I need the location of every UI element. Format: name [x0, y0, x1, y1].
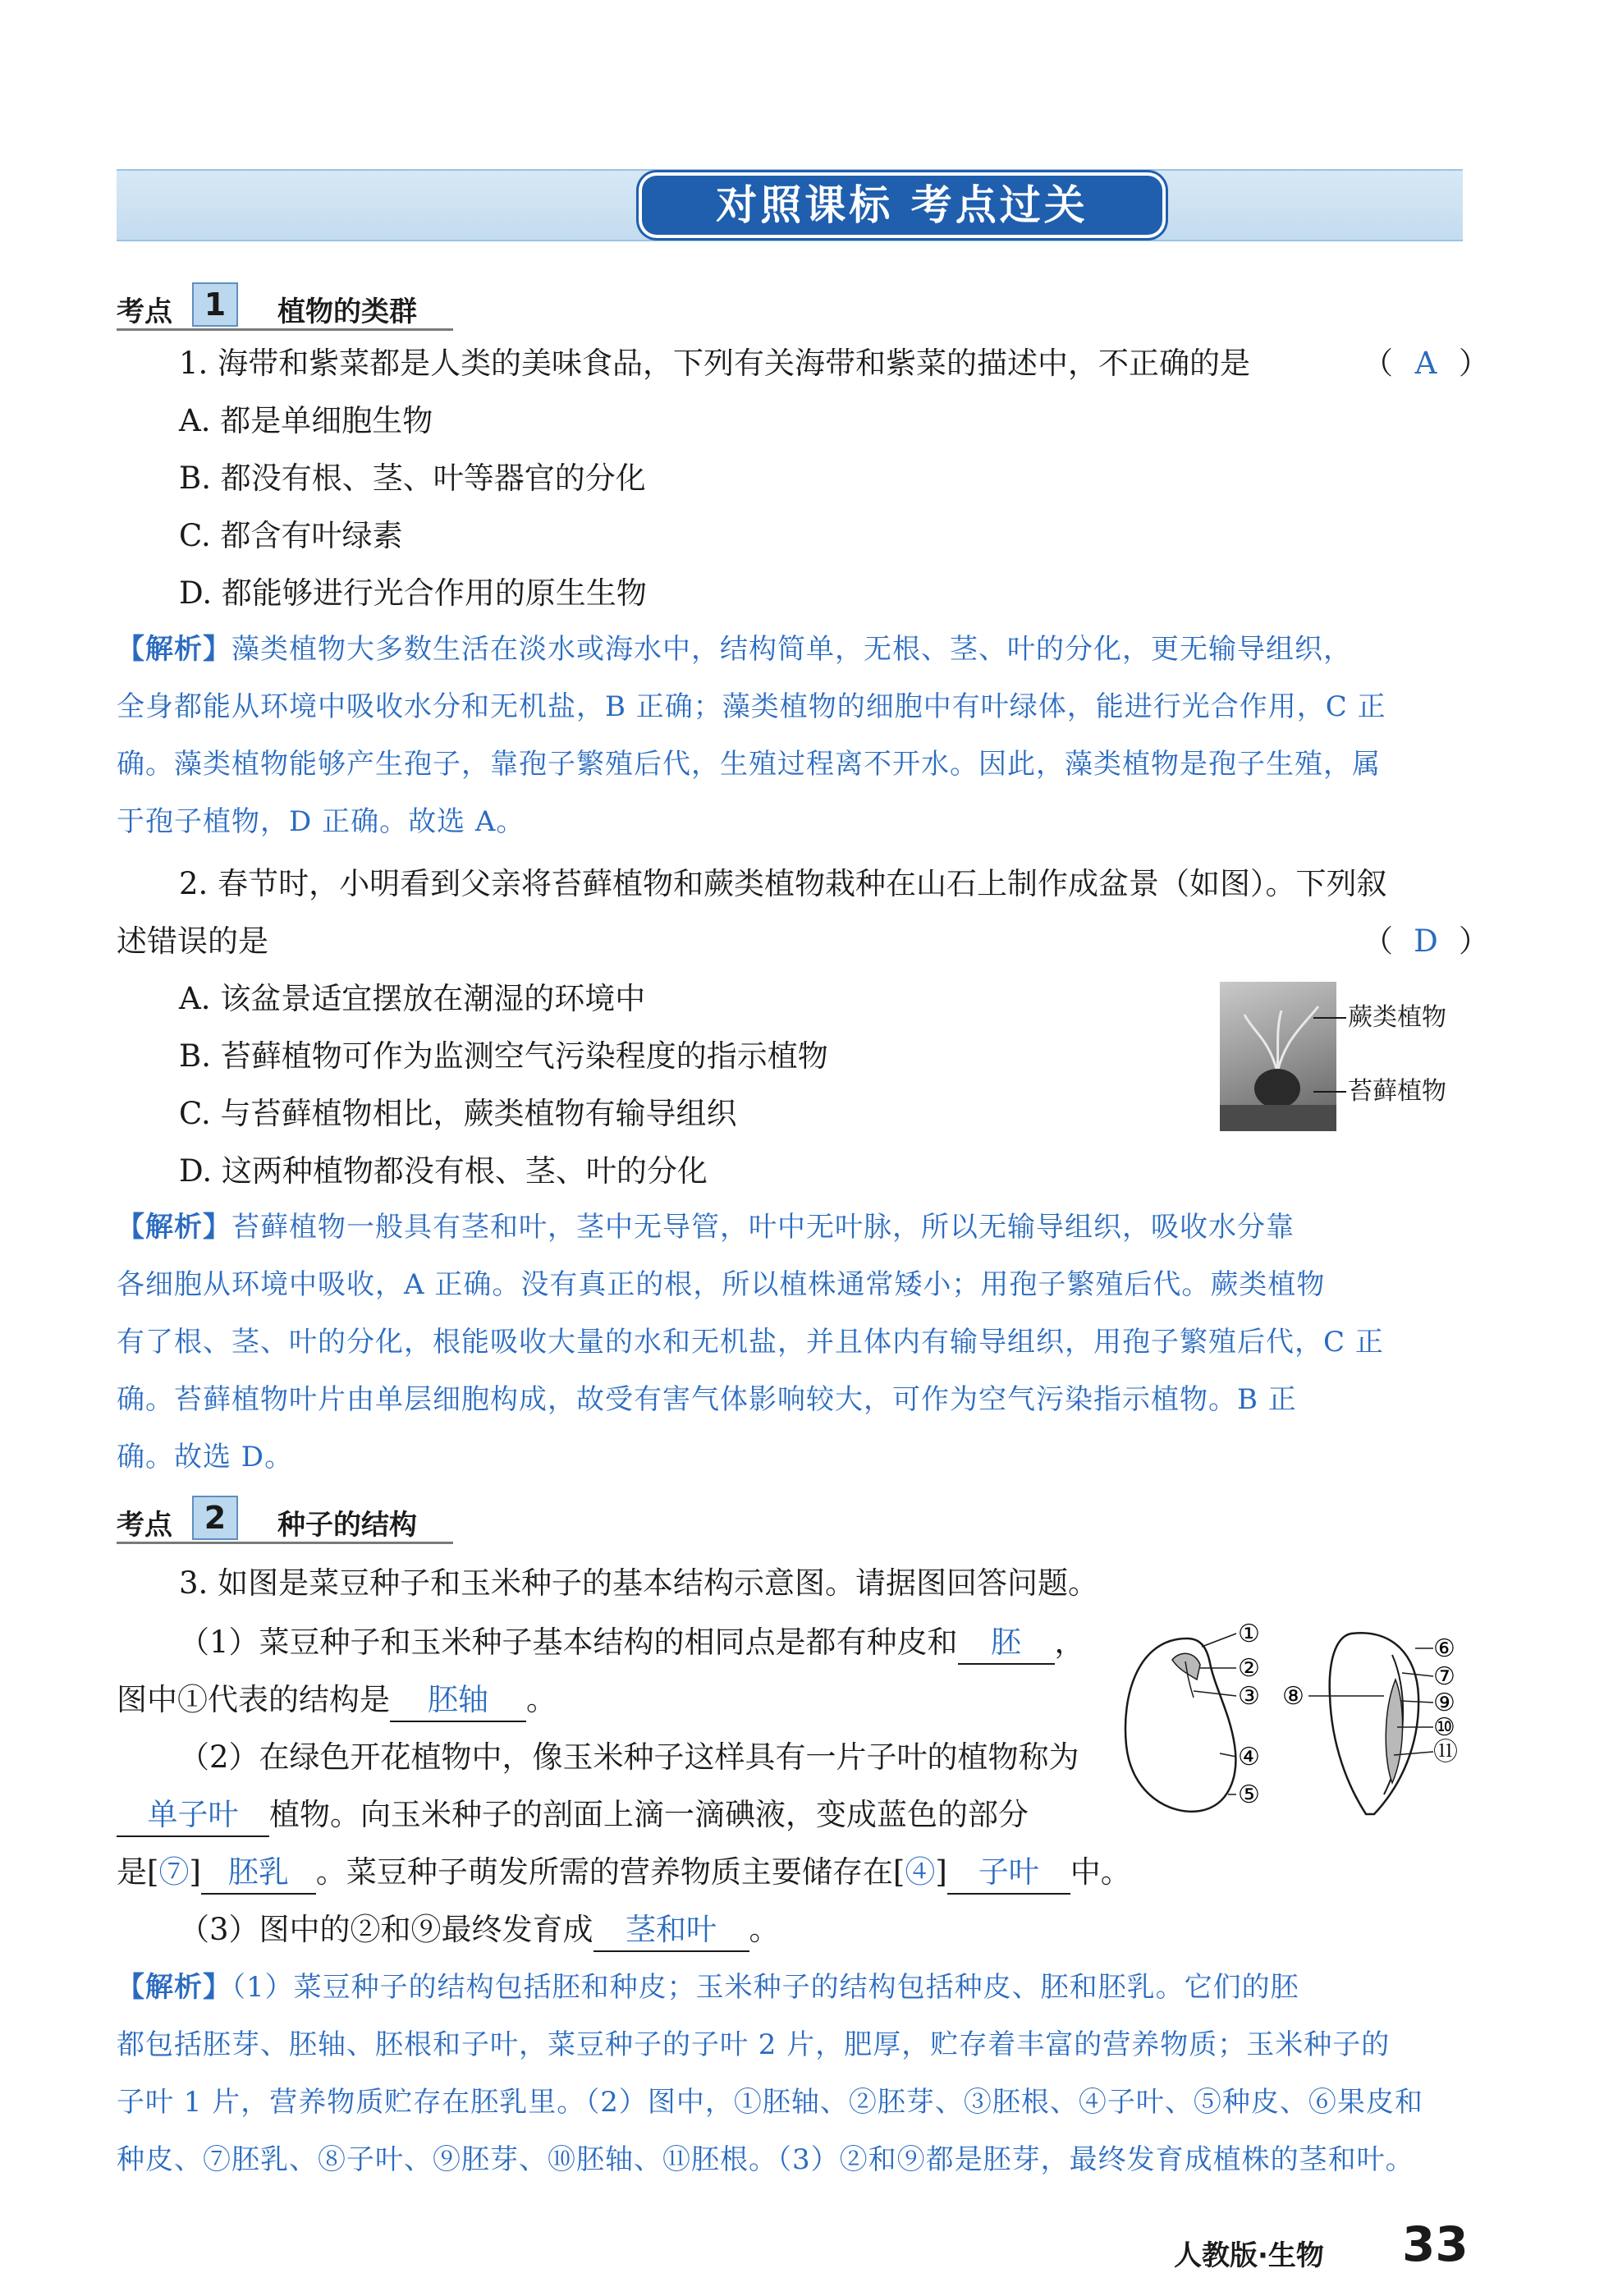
label-7: ⑦ — [1433, 1662, 1455, 1691]
section-title: 种子的结构 — [277, 1509, 417, 1542]
label-8: ⑧ — [1282, 1682, 1304, 1711]
banner-title: 对照课标 考点过关 — [642, 176, 1162, 235]
edition-label: 人教版 — [1174, 2239, 1258, 2272]
answer-blank: 子叶 — [947, 1852, 1070, 1895]
label-11: ⑪ — [1433, 1738, 1458, 1767]
section-number: 2 — [192, 1496, 238, 1540]
q1-option-a: A. 都是单细胞生物 — [179, 403, 433, 438]
text: （1）菜豆种子和玉米种子基本结构的相同点是都有种皮和 — [179, 1625, 958, 1660]
explanation-tag: 【解析】 — [117, 1971, 231, 2004]
q1-option-c: C. 都含有叶绿素 — [179, 518, 403, 553]
section-number: 1 — [192, 282, 238, 327]
q3-part2-line1: （2）在绿色开花植物中，像玉米种子这样具有一片子叶的植物称为 — [179, 1739, 1079, 1775]
answer-blank: 胚 — [958, 1622, 1055, 1665]
label-5: ⑤ — [1238, 1780, 1260, 1809]
q2-option-a: A. 该盆景适宜摆放在潮湿的环境中 — [179, 981, 646, 1016]
q3-part2-line3 — [117, 1852, 1131, 1895]
q2-option-b: B. 苔藓植物可作为监测空气污染程度的指示植物 — [179, 1038, 828, 1074]
text: 是[ — [117, 1854, 159, 1890]
q2-option-c: C. 与苔藓植物相比，蕨类植物有输导组织 — [179, 1096, 737, 1131]
q3-explanation-line-2: 都包括胚芽、胚轴、胚根和子叶，菜豆种子的子叶 2 片，肥厚，贮存着丰富的营养物质；玉米种子的 — [117, 2028, 1391, 2061]
q1-answer: A — [1414, 346, 1437, 381]
explanation-tag: 【解析】 — [117, 633, 231, 666]
q3-part2-line2 — [117, 1794, 1029, 1837]
paren-close: ） — [1459, 923, 1489, 959]
q3-explanation-line-4: 种皮、⑦胚乳、⑧子叶、⑨胚芽、⑩胚轴、⑪胚根。（3）②和⑨都是胚芽，最终发育成植株的茎和叶。 — [117, 2143, 1414, 2176]
photo-leader-lines — [1313, 1006, 1346, 1105]
text: 中。 — [1070, 1854, 1131, 1890]
paren-open: （ — [1363, 923, 1393, 959]
moss-label: 苔藓植物 — [1348, 1077, 1446, 1106]
subject-label: 生物 — [1267, 2239, 1324, 2272]
text: 图中①代表的结构是 — [117, 1682, 390, 1717]
text: （3）图中的②和⑨最终发育成 — [179, 1912, 593, 1947]
text: 。菜豆种子萌发所需的营养物质主要储存在[ — [315, 1854, 905, 1890]
q3-part1-line1 — [179, 1622, 1085, 1665]
q1-explanation-line-4: 于孢子植物，D 正确。故选 A。 — [117, 805, 525, 838]
explanation-tag: 【解析】 — [117, 1211, 231, 1244]
label-4: ④ — [1238, 1743, 1260, 1771]
q2-explanation-line-3: 有了根、茎、叶的分化，根能吸收大量的水和无机盐，并且体内有输导组织，用孢子繁殖后代，C 正 — [117, 1326, 1384, 1359]
q2-stem-line-2: 述错误的是 — [117, 923, 268, 959]
section-header-1 — [117, 282, 453, 331]
answer-blank: 单子叶 — [117, 1794, 269, 1837]
page-number: 33 — [1402, 2216, 1469, 2272]
label-1: ① — [1238, 1622, 1260, 1648]
paren-close: ） — [1459, 346, 1489, 381]
answer-number: ⑦ — [158, 1854, 190, 1890]
section-label: 考点 — [117, 1509, 172, 1542]
paren-open: （ — [1363, 346, 1393, 381]
q2-explanation-line-2: 各细胞从环境中吸收，A 正确。没有真正的根，所以植株通常矮小；用孢子繁殖后代。蕨类植物 — [117, 1268, 1326, 1301]
q1-explanation-line-2: 全身都能从环境中吸收水分和无机盐，B 正确；藻类植物的细胞中有叶绿体，能进行光合作用，C 正 — [117, 690, 1386, 723]
title-banner — [117, 169, 1463, 241]
explanation-text: （1）菜豆种子的结构包括胚和种皮；玉米种子的结构包括种皮、胚和胚乳。它们的胚 — [231, 1971, 1299, 2004]
text: 。 — [749, 1912, 780, 1947]
text: 植物。向玉米种子的剖面上滴一滴碘液，变成蓝色的部分 — [269, 1797, 1029, 1832]
text: 。 — [526, 1682, 557, 1717]
section-header-2 — [117, 1496, 453, 1544]
text: ] — [189, 1854, 201, 1890]
fern-label: 蕨类植物 — [1348, 1003, 1446, 1032]
q2-option-d: D. 这两种植物都没有根、茎、叶的分化 — [179, 1153, 708, 1189]
answer-blank: 胚乳 — [201, 1852, 316, 1895]
label-6: ⑥ — [1433, 1634, 1455, 1663]
q3-stem: 3. 如图是菜豆种子和玉米种子的基本结构示意图。请据图回答问题。 — [179, 1565, 1099, 1601]
q3-explanation-line-3: 子叶 1 片，营养物质贮存在胚乳里。（2）图中，①胚轴、②胚芽、③胚根、④子叶、⑤种皮、⑥果皮和 — [117, 2086, 1423, 2119]
q3-part3-line — [179, 1909, 780, 1952]
label-2: ② — [1238, 1654, 1260, 1683]
footer-edition — [1174, 2233, 1324, 2273]
q1-option-d: D. 都能够进行光合作用的原生生物 — [179, 575, 647, 611]
q1-explanation-line-3: 确。藻类植物能够产生孢子，靠孢子繁殖后代，生殖过程离不开水。因此，藻类植物是孢子生殖，属 — [117, 748, 1381, 781]
q2-stem-line-1: 2. 春节时，小明看到父亲将苔藓植物和蕨类植物栽种在山石上制作成盆景（如图）。下列叙 — [179, 866, 1387, 901]
seed-structure-diagram — [1105, 1622, 1466, 1824]
q3-part1-line2 — [117, 1680, 557, 1722]
explanation-text: 苔藓植物一般具有茎和叶，茎中无导管，叶中无叶脉，所以无输导组织，吸收水分靠 — [231, 1211, 1295, 1244]
answer-blank: 茎和叶 — [593, 1909, 749, 1952]
q2-explanation-line-4: 确。苔藓植物叶片由单层细胞构成，故受有害气体影响较大，可作为空气污染指示植物。B 正 — [117, 1383, 1297, 1416]
label-10: ⑩ — [1433, 1713, 1455, 1742]
q2-explanation-line-1 — [117, 1207, 1295, 1248]
text: ] — [935, 1854, 947, 1890]
q2-explanation-line-5: 确。故选 D。 — [117, 1441, 294, 1473]
explanation-text: 藻类植物大多数生活在淡水或海水中，结构简单，无根、茎、叶的分化，更无输导组织， — [231, 633, 1352, 666]
q1-stem: 1. 海带和紫菜都是人类的美味食品，下列有关海带和紫菜的描述中，不正确的是 — [179, 346, 1251, 381]
separator-dot: · — [1258, 2239, 1268, 2272]
answer-blank: 胚轴 — [390, 1680, 526, 1722]
q1-answer-paren — [1363, 343, 1489, 384]
label-3: ③ — [1238, 1682, 1260, 1711]
section-title: 植物的类群 — [277, 296, 417, 328]
q2-answer: D — [1414, 923, 1438, 959]
section-label: 考点 — [117, 296, 172, 328]
label-9: ⑨ — [1433, 1689, 1455, 1717]
q1-explanation-line-1 — [117, 629, 1352, 670]
q2-answer-paren — [1363, 921, 1489, 962]
text: ， — [1054, 1625, 1085, 1660]
q3-explanation-line-1 — [117, 1967, 1299, 2008]
answer-number: ④ — [905, 1854, 936, 1890]
q1-option-b: B. 都没有根、茎、叶等器官的分化 — [179, 461, 646, 496]
